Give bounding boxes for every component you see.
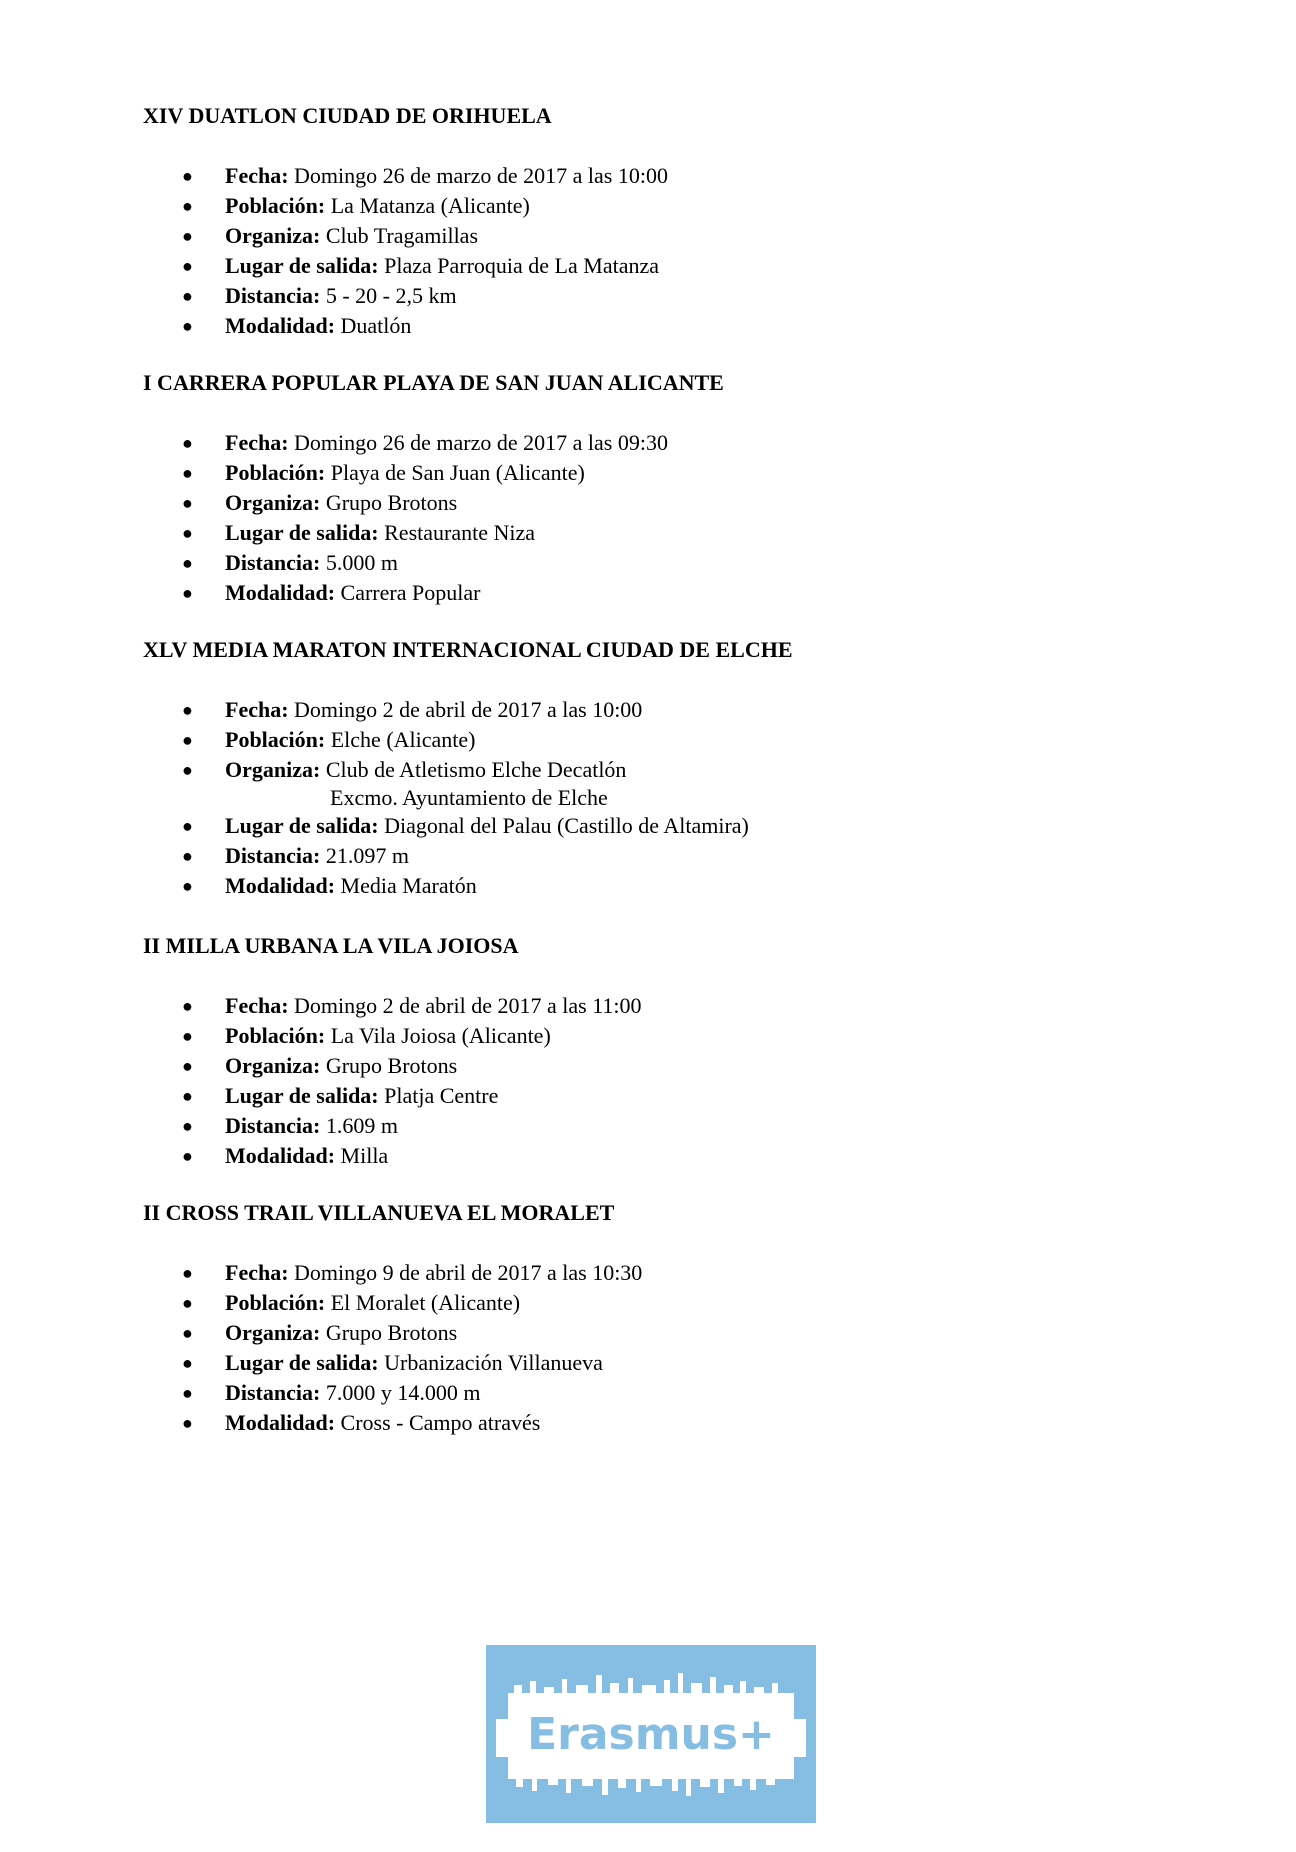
field-value: Duatlón (340, 313, 412, 338)
field-label: Lugar de salida: (225, 1350, 379, 1375)
field-value: 21.097 m (325, 843, 409, 868)
bullet-icon: ● (182, 876, 193, 896)
event-title: II CROSS TRAIL VILLANUEVA EL MORALET (143, 1200, 615, 1225)
field-value: Domingo 26 de marzo de 2017 a las 10:00 (294, 163, 668, 188)
field-value: Plaza Parroquia de La Matanza (384, 253, 659, 278)
erasmus-logo (486, 1645, 816, 1823)
bullet-icon: ● (182, 1146, 193, 1166)
field-label: Organiza: (225, 1053, 321, 1078)
field-label: Fecha: (225, 697, 289, 722)
bullet-icon: ● (182, 816, 193, 836)
field-label: Distancia: (225, 1380, 321, 1405)
bullet-icon: ● (182, 1026, 193, 1046)
event-title: XLV MEDIA MARATON INTERNACIONAL CIUDAD DE ELCHE (143, 637, 793, 662)
field-label: Lugar de salida: (225, 520, 379, 545)
field-label: Lugar de salida: (225, 813, 379, 838)
bullet-icon: ● (182, 1323, 193, 1343)
svg-text:Erasmus+: Erasmus+ (527, 1709, 775, 1760)
field-label: Organiza: (225, 757, 321, 782)
bullet-icon: ● (182, 1263, 193, 1283)
field-label: Población: (225, 1290, 326, 1315)
field-label: Distancia: (225, 283, 321, 308)
field-label: Lugar de salida: (225, 1083, 379, 1108)
field-value: Diagonal del Palau (Castillo de Altamira) (384, 813, 749, 838)
event-title: XIV DUATLON CIUDAD DE ORIHUELA (143, 103, 552, 128)
field-value: Platja Centre (384, 1083, 499, 1108)
field-label: Organiza: (225, 223, 321, 248)
field-value-continuation: Excmo. Ayuntamiento de Elche (330, 785, 608, 810)
field-label: Población: (225, 1023, 326, 1048)
field-value: Grupo Brotons (325, 490, 458, 515)
bullet-icon: ● (182, 1383, 193, 1403)
field-label: Fecha: (225, 993, 289, 1018)
field-value: 5.000 m (325, 550, 398, 575)
field-label: Fecha: (225, 430, 289, 455)
bullet-icon: ● (182, 1413, 193, 1433)
bullet-icon: ● (182, 846, 193, 866)
bullet-icon: ● (182, 523, 193, 543)
field-value: Cross - Campo através (340, 1410, 541, 1435)
field-label: Distancia: (225, 550, 321, 575)
field-label: Modalidad: (225, 580, 336, 605)
field-label: Modalidad: (225, 1410, 336, 1435)
field-value: La Matanza (Alicante) (330, 193, 530, 218)
event-title: II MILLA URBANA LA VILA JOIOSA (143, 933, 519, 958)
field-value: 1.609 m (325, 1113, 398, 1138)
field-value: 7.000 y 14.000 m (325, 1380, 481, 1405)
field-value: Domingo 2 de abril de 2017 a las 11:00 (294, 993, 642, 1018)
field-label: Distancia: (225, 843, 321, 868)
bullet-icon: ● (182, 1116, 193, 1136)
field-value: La Vila Joiosa (Alicante) (330, 1023, 551, 1048)
field-value: El Moralet (Alicante) (330, 1290, 521, 1315)
field-value: Elche (Alicante) (330, 727, 476, 752)
field-value: Restaurante Niza (384, 520, 535, 545)
bullet-icon: ● (182, 196, 193, 216)
bullet-icon: ● (182, 1293, 193, 1313)
bullet-icon: ● (182, 463, 193, 483)
field-value: Milla (340, 1143, 389, 1168)
bullet-icon: ● (182, 760, 193, 780)
field-label: Población: (225, 727, 326, 752)
field-label: Modalidad: (225, 873, 336, 898)
field-label: Distancia: (225, 1113, 321, 1138)
field-value: Carrera Popular (340, 580, 481, 605)
bullet-icon: ● (182, 730, 193, 750)
bullet-icon: ● (182, 700, 193, 720)
event-title: I CARRERA POPULAR PLAYA DE SAN JUAN ALICANTE (143, 370, 724, 395)
bullet-icon: ● (182, 226, 193, 246)
bullet-icon: ● (182, 316, 193, 336)
field-value: Grupo Brotons (325, 1320, 458, 1345)
field-value: Grupo Brotons (325, 1053, 458, 1078)
bullet-icon: ● (182, 1086, 193, 1106)
bullet-icon: ● (182, 166, 193, 186)
field-value: Playa de San Juan (Alicante) (330, 460, 585, 485)
field-value: 5 - 20 - 2,5 km (325, 283, 457, 308)
field-value: Media Maratón (340, 873, 477, 898)
field-value: Domingo 2 de abril de 2017 a las 10:00 (294, 697, 643, 722)
field-value: Domingo 26 de marzo de 2017 a las 09:30 (294, 430, 668, 455)
bullet-icon: ● (182, 996, 193, 1016)
field-label: Población: (225, 460, 326, 485)
field-label: Población: (225, 193, 326, 218)
bullet-icon: ● (182, 493, 193, 513)
bullet-icon: ● (182, 256, 193, 276)
field-label: Modalidad: (225, 1143, 336, 1168)
field-value: Club de Atletismo Elche Decatlón (325, 757, 627, 782)
bullet-icon: ● (182, 1056, 193, 1076)
bullet-icon: ● (182, 583, 193, 603)
field-label: Organiza: (225, 1320, 321, 1345)
field-value: Domingo 9 de abril de 2017 a las 10:30 (294, 1260, 643, 1285)
bullet-icon: ● (182, 553, 193, 573)
field-label: Organiza: (225, 490, 321, 515)
field-value: Urbanización Villanueva (384, 1350, 603, 1375)
field-label: Modalidad: (225, 313, 336, 338)
bullet-icon: ● (182, 1353, 193, 1373)
field-value: Club Tragamillas (325, 223, 479, 248)
bullet-icon: ● (182, 286, 193, 306)
field-label: Lugar de salida: (225, 253, 379, 278)
bullet-icon: ● (182, 433, 193, 453)
field-label: Fecha: (225, 163, 289, 188)
field-label: Fecha: (225, 1260, 289, 1285)
